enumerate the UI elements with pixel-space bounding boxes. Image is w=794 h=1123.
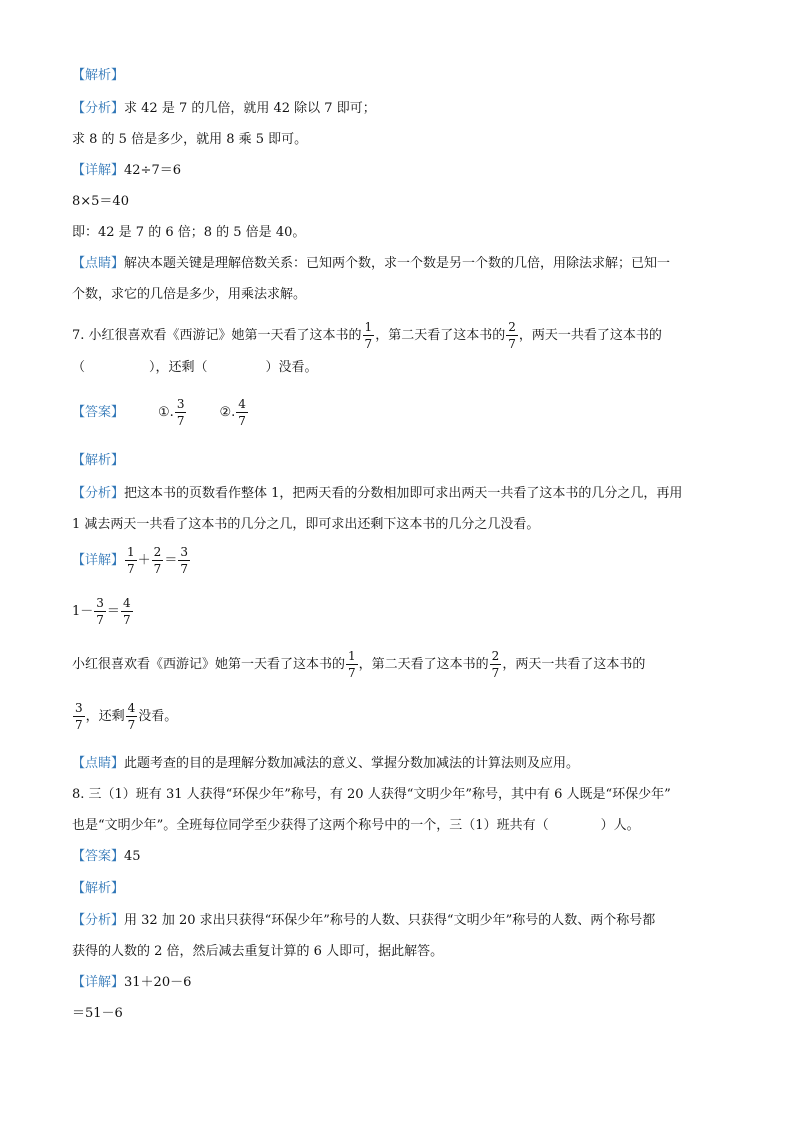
q7-conclusion-line-2 (72, 697, 177, 737)
q7-concl-fraction-1 (346, 649, 358, 680)
q7-answer-2-fraction (236, 397, 248, 428)
q7-fenxi-line-1 (72, 486, 682, 502)
dianjing-tag: 【点睛】 (72, 256, 125, 271)
fraction-denominator: 7 (491, 666, 500, 680)
fraction-numerator: 3 (96, 596, 104, 610)
jiexi-tag: 【解析】 (72, 453, 125, 468)
q7-stem-line-1 (72, 316, 662, 356)
xiangjie-tag: 【详解】 (72, 553, 125, 568)
q7-dianjing-line (72, 756, 579, 772)
fraction-denominator: 7 (127, 562, 135, 576)
q6-fenxi-line-2: 求 8 的 5 倍是多少，就用 8 乘 5 即可。 (72, 132, 308, 147)
q6-dianjing-line-2: 个数，求它的几倍是多少，用乘法求解。 (72, 287, 307, 302)
q7-concl2-b: ，还剩 (85, 709, 125, 724)
fraction-denominator: 7 (238, 414, 246, 428)
q8-fenxi-line-2: 获得的人数的 2 倍，然后减去重复计算的 6 人即可，据此解答。 (72, 944, 444, 959)
q8-fenxi-line-1 (72, 913, 655, 929)
q7-answer-1-fraction (175, 397, 187, 428)
q7-calc2-lead: 1－ (72, 604, 94, 619)
fraction-denominator: 7 (75, 718, 83, 732)
q7-concl-a: 小红很喜欢看《西游记》她第一天看了这本书的 (72, 657, 346, 672)
q7-concl-b: ，第二天看了这本书的 (358, 657, 489, 672)
q7-xiangjie-line-1 (72, 541, 191, 581)
q7-stem-2c: ）没看。 (265, 360, 318, 375)
q7-answer-2-marker: ②. (219, 405, 236, 420)
q6-xiangjie-line-3: 即：42 是 7 的 6 倍；8 的 5 倍是 40。 (72, 225, 306, 240)
q7-stem-line-2 (72, 360, 318, 376)
q6-fenxi-text-1: 求 42 是 7 的几倍，就用 42 除以 7 即可； (124, 101, 376, 116)
xiangjie-tag: 【详解】 (72, 163, 125, 178)
fraction-denominator: 7 (153, 562, 162, 576)
fraction-numerator: 2 (491, 649, 500, 663)
q7-stem-text-c: ，两天一共看了这本书的 (518, 328, 662, 343)
answer-tag: 【答案】 (72, 405, 125, 420)
fraction-numerator: 4 (238, 397, 246, 411)
q6-jiexi-heading (72, 68, 124, 84)
fenxi-tag: 【分析】 (72, 913, 125, 928)
q6-xiangjie-line-1 (72, 163, 181, 179)
q7-fraction-2 (506, 320, 518, 351)
q6-fenxi-line-1 (72, 101, 376, 117)
q7-concl-c: ，两天一共看了这本书的 (502, 657, 646, 672)
q7-calc1-fraction-c (178, 545, 190, 576)
fraction-numerator: 3 (176, 397, 185, 411)
fraction-numerator: 1 (127, 545, 135, 559)
dianjing-tag: 【点睛】 (72, 756, 125, 771)
q8-xiangjie-line-1 (72, 975, 191, 991)
jiexi-tag: 【解析】 (72, 881, 125, 896)
fraction-denominator: 7 (364, 337, 373, 351)
q7-jiexi-heading (72, 453, 124, 469)
q8-xiangjie-line-2: ＝51－6 (72, 1006, 123, 1021)
q7-xiangjie-line-2 (72, 592, 134, 632)
q7-stem-2b: ），还剩（ (149, 360, 208, 375)
q8-answer-value: 45 (124, 849, 141, 864)
q7-answer-1-marker: ①. (158, 405, 174, 420)
q7-answer-line (72, 393, 249, 433)
fenxi-tag: 【分析】 (72, 101, 125, 116)
q7-fraction-1 (363, 320, 375, 351)
q7-calc1-fraction-b (152, 545, 164, 576)
fraction-numerator: 1 (348, 649, 356, 663)
fraction-denominator: 7 (96, 613, 104, 627)
q7-conclusion-line-1 (72, 645, 645, 685)
fraction-denominator: 7 (508, 337, 516, 351)
q7-concl-fraction-4 (126, 701, 138, 732)
q8-xiangjie-text-1: 31＋20－6 (124, 975, 192, 990)
q8-stem-line-2: 也是“文明少年”。全班每位同学至少获得了这两个称号中的一个，三（1）班共有（ ）人。 (72, 818, 640, 833)
fraction-denominator: 7 (176, 414, 185, 428)
q7-dianjing-text: 此题考查的目的是理解分数加减法的意义、掌握分数加减法的计算法则及应用。 (124, 756, 580, 771)
equals-sign: ＝ (106, 604, 120, 619)
q6-xiangjie-text-1: 42÷7＝6 (124, 163, 181, 178)
q7-concl-fraction-2 (490, 649, 502, 680)
plus-sign: ＋ (137, 553, 151, 568)
fraction-numerator: 4 (122, 596, 131, 610)
q8-stem-line-1: 8. 三（1）班有 31 人获得“环保少年”称号，有 20 人获得“文明少年”称号，其中有 6 人既是“环保少年” (72, 787, 671, 802)
q7-fenxi-line-2: 1 减去两天一共看了这本书的几分之几，即可求出还剩下这本书的几分之几没看。 (72, 517, 540, 532)
q6-dianjing-text-1: 解决本题关键是理解倍数关系：已知两个数，求一个数是另一个数的几倍，用除法求解；已知一 (124, 256, 671, 271)
q7-calc2-fraction-a (94, 596, 106, 627)
fraction-numerator: 3 (75, 701, 83, 715)
q7-calc1-fraction-a (125, 545, 137, 576)
jiexi-tag: 【解析】 (72, 68, 125, 83)
q7-concl2-c: 没看。 (138, 709, 178, 724)
fraction-denominator: 7 (180, 562, 188, 576)
q7-stem-2a: （ (72, 360, 86, 375)
fraction-denominator: 7 (127, 718, 136, 732)
q7-fenxi-text-1: 把这本书的页数看作整体 1，把两天看的分数相加即可求出两天一共看了这本书的几分之几，再用 (124, 486, 683, 501)
q8-fenxi-text-1: 用 32 加 20 求出只获得“环保少年”称号的人数、只获得“文明少年”称号的人数、两个称号都 (124, 913, 656, 928)
q6-xiangjie-line-2: 8×5＝40 (72, 194, 129, 209)
equals-sign: ＝ (164, 553, 178, 568)
q8-answer-line (72, 849, 141, 865)
fraction-denominator: 7 (348, 666, 356, 680)
fraction-numerator: 2 (508, 320, 516, 334)
q7-calc2-fraction-b (121, 596, 133, 627)
q7-concl-fraction-3 (73, 701, 85, 732)
fraction-numerator: 3 (180, 545, 188, 559)
fraction-numerator: 1 (364, 320, 373, 334)
q7-stem-text-a: 7. 小红很喜欢看《西游记》她第一天看了这本书的 (72, 328, 362, 343)
q8-jiexi-heading (72, 881, 124, 897)
answer-tag: 【答案】 (72, 849, 125, 864)
fenxi-tag: 【分析】 (72, 486, 125, 501)
fraction-numerator: 2 (153, 545, 162, 559)
q6-dianjing-line-1 (72, 256, 670, 272)
fraction-denominator: 7 (122, 613, 131, 627)
xiangjie-tag: 【详解】 (72, 975, 125, 990)
q7-stem-text-b: ，第二天看了这本书的 (375, 328, 506, 343)
fraction-numerator: 4 (127, 701, 136, 715)
